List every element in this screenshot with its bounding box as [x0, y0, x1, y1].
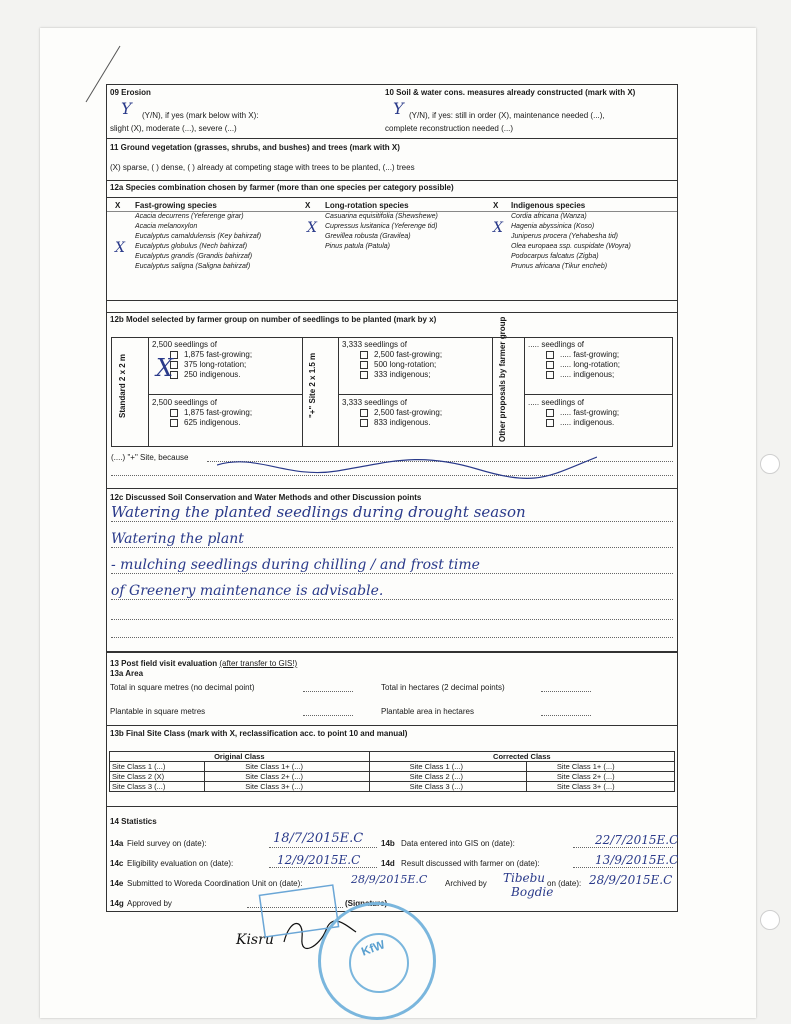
class-cell[interactable]: Site Class 1+ (...) [205, 762, 369, 772]
statistics-section [107, 813, 677, 911]
archived-by-name: Tibebu [503, 871, 546, 885]
soil-water-question2: complete reconstruction needed (...) [385, 124, 514, 133]
stat-number: 14a [110, 839, 124, 848]
site-class-table [109, 751, 675, 792]
class-cell[interactable]: Site Class 3 (...) [369, 782, 526, 792]
long-header: Long-rotation species [325, 201, 409, 210]
original-class-header: Original Class [110, 752, 370, 762]
eligibility-field[interactable] [269, 867, 377, 868]
plantable-sqm-label: Plantable in square metres [110, 707, 206, 716]
other-label: Other proposals by farmer group [498, 316, 507, 442]
submitted-label: Submitted to Woreda Coordination Unit on (date): [127, 879, 303, 888]
other-option-1[interactable]: ..... seedlings of ..... fast-growing; ..... long-rotation; ..... indigenous; [528, 340, 621, 379]
gis-entry-field[interactable] [573, 847, 673, 848]
archived-date-label: on (date): [547, 879, 582, 888]
species-item: Eucalyptus grandis (Grandis bahirzaf) [135, 253, 253, 260]
species-item: Casuarina equisitifolia (Shewshewe) [325, 213, 438, 220]
eligibility-label: Eligibility evaluation on (date): [127, 859, 234, 868]
x-label: X [115, 201, 121, 210]
indig-species-list [511, 212, 631, 272]
approved-by-label: Approved by [127, 899, 172, 908]
erosion-question: (Y/N), if yes (mark below with X): [142, 111, 259, 120]
discussion-title: 12c Discussed Soil Conservation and Water Methods and other Discussion points [110, 493, 422, 502]
archived-by-label: Archived by [445, 879, 487, 888]
species-item: Cordia africana (Wanza) [511, 213, 587, 220]
species-item: Juniperus procera (Yehabesha tid) [511, 233, 619, 240]
standard-label: Standard 2 x 2 m [118, 353, 127, 418]
result-discussed-date: 13/9/2015E.C [595, 853, 679, 867]
other-option-2[interactable]: ..... seedlings of ..... fast-growing; ..... indigenous. [528, 398, 620, 427]
total-ha-field[interactable] [541, 691, 591, 692]
species-item: Acacia melanoxylon [135, 223, 198, 230]
area-title: 13a Area [110, 669, 144, 678]
class-cell[interactable]: Site Class 3 (...) [110, 782, 205, 792]
fast-header: Fast-growing species [135, 201, 217, 210]
gis-entry-label: Data entered into GIS on (date): [401, 839, 515, 848]
discussion-line: Watering the planted seedlings during drought season [111, 503, 526, 521]
model-section [107, 313, 677, 489]
stat-number: 14b [381, 839, 395, 848]
erosion-section [107, 85, 677, 139]
total-ha-label: Total in hectares (2 decimal points) [381, 683, 505, 692]
species-title: 12a Species combination chosen by farmer (more than one species per category possible) [110, 183, 454, 192]
class-cell[interactable]: Site Class 1 (...) [110, 762, 205, 772]
corrected-class-header: Corrected Class [369, 752, 674, 762]
standard-option-2[interactable]: 2,500 seedlings of 1,875 fast-growing; 625 indigenous. [152, 398, 253, 427]
discussion-section [107, 489, 677, 653]
discussion-line: of Greenery maintenance is advisable. [111, 583, 384, 599]
species-item: Prunus africana (Tikur encheb) [511, 263, 608, 270]
class-cell[interactable]: Site Class 3+ (...) [526, 782, 674, 792]
field-survey-field[interactable] [269, 847, 377, 848]
model-title: 12b Model selected by farmer group on number of seedlings to be planted (mark by x) [110, 315, 437, 324]
stat-number: 14g [110, 899, 124, 908]
x-label: X [493, 201, 499, 210]
species-item: Eucalyptus camaldulensis (Key bahirzaf) [135, 233, 262, 240]
x-label: X [305, 201, 311, 210]
eligibility-date: 12/9/2015E.C [277, 853, 361, 867]
fast-mark: X [115, 240, 125, 256]
stat-number: 14e [110, 879, 124, 888]
species-item: Cupressus lusitanica (Yeferenge tid) [325, 223, 438, 230]
species-item: Eucalyptus globulus (Nech bahirzaf) [135, 243, 248, 250]
site-label: "+" Site 2 x 1.5 m [308, 352, 317, 418]
fast-species-list [135, 212, 261, 272]
ground-veg-options: (X) sparse, ( ) dense, ( ) already at competing stage with trees to be planted, (...) trees [110, 163, 415, 172]
soil-water-answer: Y [393, 99, 404, 118]
erosion-title: 09 Erosion [110, 88, 151, 97]
table-row [110, 772, 675, 782]
punch-hole [760, 910, 780, 930]
submitted-date: 28/9/2015E.C [351, 873, 428, 886]
species-item: Grevillea robusta (Gravilea) [325, 233, 411, 240]
ground-veg-title: 11 Ground vegetation (grasses, shrubs, and bushes) and trees (mark with X) [110, 143, 400, 152]
species-item: Hagenia abyssinica (Koso) [511, 223, 595, 230]
plantable-sqm-field[interactable] [303, 715, 353, 716]
class-cell[interactable]: Site Class 1 (...) [369, 762, 526, 772]
field-survey-date: 18/7/2015E.C [273, 831, 364, 846]
result-discussed-label: Result discussed with farmer on (date): [401, 859, 540, 868]
ground-vegetation-section [107, 139, 677, 181]
species-table [107, 197, 677, 301]
archived-date: 28/9/2015E.C [589, 873, 673, 887]
class-cell[interactable]: Site Class 2 (X) [110, 772, 205, 782]
class-cell[interactable]: Site Class 1+ (...) [526, 762, 674, 772]
table-row [110, 762, 675, 772]
class-cell[interactable]: Site Class 3+ (...) [205, 782, 369, 792]
erosion-answer: Y [121, 99, 132, 118]
standard-option-1[interactable]: 2,500 seedlings of 1,875 fast-growing; 375 long-rotation; 250 indigenous. [152, 340, 253, 379]
plus-option-1[interactable]: 3,333 seedlings of 2,500 fast-growing; 500 long-rotation; 333 indigenous; [342, 340, 443, 379]
signature-label: (Signature) [345, 899, 388, 908]
standard-mark: X [156, 354, 174, 382]
class-cell[interactable]: Site Class 2 (...) [369, 772, 526, 782]
plantable-ha-field[interactable] [541, 715, 591, 716]
soil-water-title: 10 Soil & water cons. measures already constructed (mark with X) [385, 88, 636, 97]
total-sqm-field[interactable] [303, 691, 353, 692]
post-title: 13 Post field visit evaluation (after transfer to GIS!) [110, 659, 298, 668]
indig-header: Indigenous species [511, 201, 586, 210]
long-mark: X [307, 220, 317, 236]
species-item: Podocarpus falcatus (Zigba) [511, 253, 599, 260]
species-section [107, 181, 677, 313]
species-item: Eucalyptus saligna (Saligna bahirzaf) [135, 263, 251, 270]
species-item: Pinus patula (Patula) [325, 243, 390, 250]
plus-option-2[interactable]: 3,333 seedlings of 2,500 fast-growing; 833 indigenous. [342, 398, 443, 427]
total-sqm-label: Total in square metres (no decimal point) [110, 683, 255, 692]
punch-hole [760, 454, 780, 474]
corner-fold [84, 44, 124, 104]
gis-entry-date: 22/7/2015E.C [595, 833, 679, 847]
class-cell[interactable]: Site Class 2+ (...) [205, 772, 369, 782]
species-item: Acacia decurrens (Yeferenge girar) [135, 213, 244, 220]
result-discussed-field[interactable] [573, 867, 673, 868]
class-cell[interactable]: Site Class 2+ (...) [526, 772, 674, 782]
stat-number: 14d [381, 859, 395, 868]
erosion-options: slight (X), moderate (...), severe (...) [110, 124, 237, 133]
long-species-list [325, 212, 438, 252]
stat-number: 14c [110, 859, 124, 868]
approver-signature: Kisru [236, 932, 274, 948]
evaluation-form [106, 84, 678, 912]
discussion-line: - mulching seedlings during chilling / and frost time [111, 557, 480, 573]
official-seal: KfW [318, 902, 436, 1020]
final-class-title: 13b Final Site Class (mark with X, reclassification acc. to point 10 and manual) [110, 729, 408, 738]
statistics-title: 14 Statistics [110, 817, 157, 826]
field-survey-label: Field survey on (date): [127, 839, 207, 848]
discussion-line: Watering the plant [111, 531, 244, 547]
plus-site-because: (....) "+" Site, because [111, 453, 189, 462]
plantable-ha-label: Plantable area in hectares [381, 707, 474, 716]
strike-scribble [217, 447, 597, 481]
indig-mark: X [493, 220, 503, 236]
archived-by-name2: Bogdie [511, 885, 554, 899]
post-evaluation-section [107, 655, 677, 807]
species-item: Olea europaea ssp. cuspidate (Woyra) [511, 243, 631, 250]
table-row [110, 782, 675, 792]
soil-water-question: (Y/N), if yes: still in order (X), maintenance needed (...), [409, 111, 605, 120]
